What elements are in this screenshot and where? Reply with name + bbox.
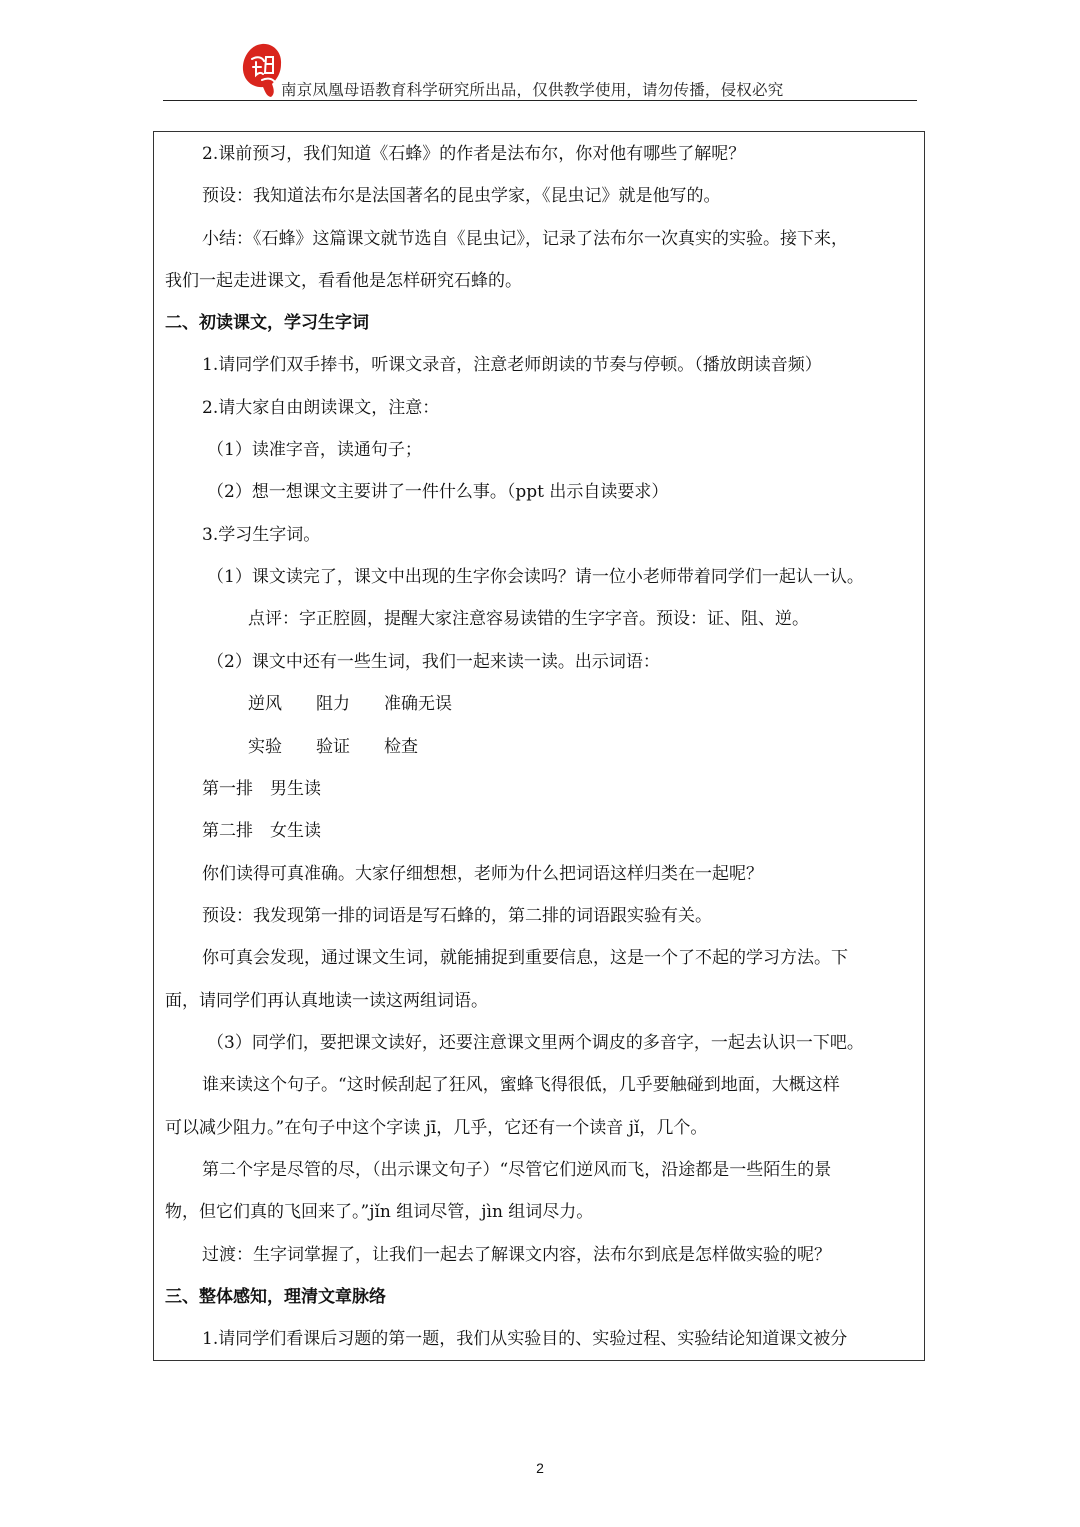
paragraph-line: （3）同学们，要把课文读好，还要注意课文里两个调皮的多音字，一起去认识一下吧。 bbox=[207, 1033, 864, 1053]
paragraph-line: 第二个字是尽管的尽，（出示课文句子）“尽管它们逆风而飞，沿途都是一些陌生的景 bbox=[202, 1160, 832, 1180]
paragraph-line: 1.请同学们双手捧书，听课文录音，注意老师朗读的节奏与停顿。（播放朗读音频） bbox=[202, 355, 822, 375]
paragraph-line: 2.请大家自由朗读课文，注意： bbox=[202, 398, 440, 418]
paragraph-line: （2）想一想课文主要讲了一件什么事。（ppt 出示自读要求） bbox=[207, 482, 669, 502]
paragraph-line: 预设：我发现第一排的词语是写石蜂的，第二排的词语跟实验有关。 bbox=[202, 906, 712, 926]
section-heading: 二、初读课文，学习生字词 bbox=[165, 313, 369, 333]
paragraph-line: 你们读得可真准确。大家仔细想想，老师为什么把词语这样归类在一起呢？ bbox=[202, 864, 763, 884]
page-header bbox=[163, 42, 917, 102]
word-row: 逆风 阻力 准确无误 bbox=[248, 694, 452, 714]
paragraph-line: （1）读准字音，读通句子； bbox=[207, 440, 422, 460]
paragraph-line: 第二排 女生读 bbox=[202, 821, 321, 841]
header-disclaimer: 南京凤凰母语教育科学研究所出品，仅供教学使用，请勿传播，侵权必究 bbox=[281, 81, 784, 99]
paragraph-line: 面，请同学们再认真地读一读这两组词语。 bbox=[165, 991, 488, 1011]
header-divider bbox=[163, 100, 917, 101]
paragraph-line: 3.学习生字词。 bbox=[202, 525, 321, 545]
paragraph-line: 过渡：生字词掌握了，让我们一起去了解课文内容，法布尔到底是怎样做实验的呢？ bbox=[202, 1245, 831, 1265]
paragraph-line: 可以减少阻力。”在句子中这个字读 jī，几乎，它还有一个读音 jǐ，几个。 bbox=[165, 1118, 708, 1138]
seal-logo-icon bbox=[241, 42, 283, 98]
paragraph-line: 物，但它们真的飞回来了。”jǐn 组词尽管，jìn 组词尽力。 bbox=[165, 1202, 594, 1222]
paragraph-line: 预设：我知道法布尔是法国著名的昆虫学家，《昆虫记》就是他写的。 bbox=[202, 186, 721, 206]
paragraph-line: 第一排 男生读 bbox=[202, 779, 321, 799]
paragraph-line: （1）课文读完了，课文中出现的生字你会读吗？请一位小老师带着同学们一起认一认。 bbox=[207, 567, 864, 587]
paragraph-line: 小结：《石蜂》这篇课文就节选自《昆虫记》，记录了法布尔一次真实的实验。接下来， bbox=[202, 229, 848, 249]
paragraph-line: 谁来读这个句子。“这时候刮起了狂风，蜜蜂飞得很低，几乎要触碰到地面，大概这样 bbox=[202, 1075, 840, 1095]
paragraph-line: 你可真会发现，通过课文生词，就能捕捉到重要信息，这是一个了不起的学习方法。下 bbox=[202, 948, 848, 968]
paragraph-line: 2.课前预习，我们知道《石蜂》的作者是法布尔，你对他有哪些了解呢？ bbox=[202, 144, 746, 164]
paragraph-line: 1.请同学们看课后习题的第一题，我们从实验目的、实验过程、实验结论知道课文被分 bbox=[202, 1329, 848, 1349]
paragraph-line: 点评：字正腔圆，提醒大家注意容易读错的生字字音。预设：证、阻、逆。 bbox=[248, 609, 809, 629]
page-number: 2 bbox=[536, 1460, 544, 1476]
word-row: 实验 验证 检查 bbox=[248, 737, 418, 757]
paragraph-line: 我们一起走进课文，看看他是怎样研究石蜂的。 bbox=[165, 271, 522, 291]
paragraph-line: （2）课文中还有一些生词，我们一起来读一读。出示词语： bbox=[207, 652, 660, 672]
section-heading: 三、整体感知，理清文章脉络 bbox=[165, 1287, 386, 1307]
